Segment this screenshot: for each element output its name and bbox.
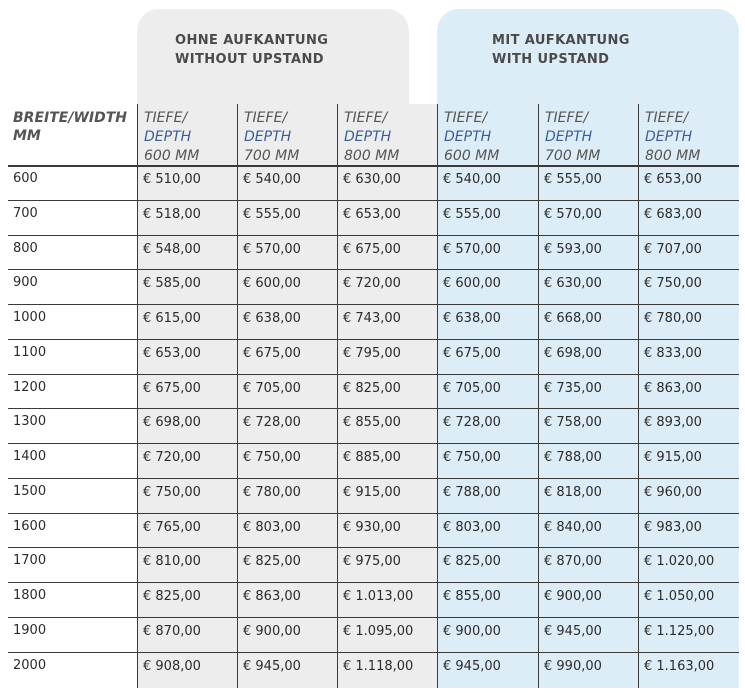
- group-title-de: OHNE AUFKANTUNG: [175, 33, 329, 48]
- price-cell: € 1.020,00: [644, 554, 715, 569]
- row-divider: [8, 513, 739, 514]
- price-cell: € 518,00: [143, 207, 201, 222]
- depth-header-line1: TIEFE/: [144, 110, 188, 126]
- price-cell: € 675,00: [343, 242, 401, 257]
- depth-header-size: 800 MM: [645, 148, 701, 164]
- price-cell: € 900,00: [544, 589, 602, 604]
- row-divider: [8, 652, 739, 653]
- price-cell: € 540,00: [443, 172, 501, 187]
- price-cell: € 540,00: [243, 172, 301, 187]
- price-cell: € 675,00: [143, 381, 201, 396]
- group-header-without-upstand: [137, 9, 409, 119]
- depth-header-size: 600 MM: [144, 148, 200, 164]
- row-width-label: 600: [13, 171, 38, 186]
- row-width-label: 1800: [13, 588, 47, 603]
- depth-header-size: 700 MM: [244, 148, 300, 164]
- price-cell: € 855,00: [443, 589, 501, 604]
- width-header-line2: MM: [13, 128, 41, 144]
- price-cell: € 825,00: [243, 554, 301, 569]
- price-cell: € 975,00: [343, 554, 401, 569]
- price-cell: € 675,00: [443, 346, 501, 361]
- price-cell: € 900,00: [243, 624, 301, 639]
- price-cell: € 780,00: [243, 485, 301, 500]
- price-cell: € 1.125,00: [644, 624, 715, 639]
- price-cell: € 945,00: [243, 659, 301, 674]
- column-divider: [337, 104, 338, 688]
- price-cell: € 675,00: [243, 346, 301, 361]
- row-divider: [8, 374, 739, 375]
- price-cell: € 555,00: [443, 207, 501, 222]
- row-divider: [8, 269, 739, 270]
- price-cell: € 870,00: [143, 624, 201, 639]
- price-cell: € 570,00: [544, 207, 602, 222]
- price-cell: € 720,00: [143, 450, 201, 465]
- price-cell: € 668,00: [544, 311, 602, 326]
- depth-header-line2: DEPTH: [144, 129, 192, 145]
- width-column-header: [13, 109, 127, 145]
- price-cell: € 765,00: [143, 520, 201, 535]
- group-header-with-upstand: [437, 9, 739, 119]
- price-cell: € 593,00: [544, 242, 602, 257]
- depth-header-size: 700 MM: [545, 148, 601, 164]
- price-cell: € 600,00: [443, 276, 501, 291]
- price-cell: € 1.118,00: [343, 659, 414, 674]
- price-cell: € 983,00: [644, 520, 702, 535]
- price-cell: € 863,00: [644, 381, 702, 396]
- price-cell: € 683,00: [644, 207, 702, 222]
- depth-header-line2: DEPTH: [645, 129, 693, 145]
- depth-column-header: [545, 109, 600, 166]
- row-divider: [8, 304, 739, 305]
- row-width-label: 1700: [13, 553, 47, 568]
- price-cell: € 570,00: [443, 242, 501, 257]
- price-cell: € 930,00: [343, 520, 401, 535]
- price-cell: € 720,00: [343, 276, 401, 291]
- price-cell: € 758,00: [544, 415, 602, 430]
- width-header-line1: BREITE/WIDTH: [13, 110, 127, 126]
- row-width-label: 1900: [13, 623, 47, 638]
- price-cell: € 818,00: [544, 485, 602, 500]
- price-cell: € 735,00: [544, 381, 602, 396]
- depth-header-line2: DEPTH: [344, 129, 392, 145]
- depth-header-line2: DEPTH: [244, 129, 292, 145]
- price-cell: € 788,00: [544, 450, 602, 465]
- depth-header-line1: TIEFE/: [344, 110, 388, 126]
- group-title-en: WITHOUT UPSTAND: [175, 52, 324, 67]
- price-cell: € 863,00: [243, 589, 301, 604]
- depth-header-line1: TIEFE/: [444, 110, 488, 126]
- price-cell: € 788,00: [443, 485, 501, 500]
- price-cell: € 780,00: [644, 311, 702, 326]
- price-cell: € 810,00: [143, 554, 201, 569]
- price-cell: € 945,00: [544, 624, 602, 639]
- price-cell: € 638,00: [243, 311, 301, 326]
- price-cell: € 803,00: [443, 520, 501, 535]
- price-cell: € 825,00: [143, 589, 201, 604]
- price-cell: € 548,00: [143, 242, 201, 257]
- price-cell: € 510,00: [143, 172, 201, 187]
- price-cell: € 825,00: [343, 381, 401, 396]
- row-divider: [8, 443, 739, 444]
- price-cell: € 750,00: [143, 485, 201, 500]
- row-divider: [8, 200, 739, 201]
- depth-column-header: [444, 109, 499, 166]
- row-width-label: 1300: [13, 414, 47, 429]
- price-cell: € 653,00: [343, 207, 401, 222]
- price-cell: € 615,00: [143, 311, 201, 326]
- row-divider: [8, 235, 739, 236]
- depth-header-size: 800 MM: [344, 148, 400, 164]
- row-width-label: 800: [13, 241, 38, 256]
- price-cell: € 698,00: [544, 346, 602, 361]
- price-cell: € 638,00: [443, 311, 501, 326]
- depth-header-line2: DEPTH: [545, 129, 593, 145]
- depth-header-line1: TIEFE/: [244, 110, 288, 126]
- price-cell: € 915,00: [644, 450, 702, 465]
- price-cell: € 1.050,00: [644, 589, 715, 604]
- price-cell: € 1.095,00: [343, 624, 414, 639]
- column-divider: [437, 104, 438, 688]
- price-cell: € 750,00: [443, 450, 501, 465]
- row-width-label: 1000: [13, 310, 47, 325]
- header-divider: [8, 165, 739, 167]
- price-cell: € 855,00: [343, 415, 401, 430]
- price-cell: € 840,00: [544, 520, 602, 535]
- row-divider: [8, 617, 739, 618]
- depth-column-header: [244, 109, 299, 166]
- price-cell: € 990,00: [544, 659, 602, 674]
- price-cell: € 945,00: [443, 659, 501, 674]
- depth-column-header: [144, 109, 199, 166]
- price-cell: € 570,00: [243, 242, 301, 257]
- price-cell: € 825,00: [443, 554, 501, 569]
- group-title-en: WITH UPSTAND: [492, 52, 610, 67]
- group-title-de: MIT AUFKANTUNG: [492, 33, 630, 48]
- price-cell: € 728,00: [243, 415, 301, 430]
- row-divider: [8, 478, 739, 479]
- row-width-label: 1600: [13, 519, 47, 534]
- price-cell: € 743,00: [343, 311, 401, 326]
- price-cell: € 908,00: [143, 659, 201, 674]
- depth-column-header: [645, 109, 700, 166]
- price-cell: € 893,00: [644, 415, 702, 430]
- depth-column-header: [344, 109, 399, 166]
- row-width-label: 1400: [13, 449, 47, 464]
- row-width-label: 1200: [13, 380, 47, 395]
- price-cell: € 705,00: [243, 381, 301, 396]
- price-cell: € 900,00: [443, 624, 501, 639]
- price-cell: € 653,00: [644, 172, 702, 187]
- row-divider: [8, 582, 739, 583]
- price-cell: € 728,00: [443, 415, 501, 430]
- row-width-label: 1500: [13, 484, 47, 499]
- row-width-label: 700: [13, 206, 38, 221]
- price-cell: € 630,00: [343, 172, 401, 187]
- price-cell: € 885,00: [343, 450, 401, 465]
- row-width-label: 1100: [13, 345, 47, 360]
- price-cell: € 870,00: [544, 554, 602, 569]
- price-cell: € 585,00: [143, 276, 201, 291]
- column-divider: [538, 104, 539, 688]
- price-cell: € 960,00: [644, 485, 702, 500]
- row-divider: [8, 547, 739, 548]
- column-divider: [137, 104, 138, 688]
- row-width-label: 900: [13, 275, 38, 290]
- depth-header-size: 600 MM: [444, 148, 500, 164]
- column-divider: [237, 104, 238, 688]
- price-cell: € 555,00: [243, 207, 301, 222]
- price-cell: € 707,00: [644, 242, 702, 257]
- price-cell: € 1.163,00: [644, 659, 715, 674]
- price-cell: € 630,00: [544, 276, 602, 291]
- price-cell: € 600,00: [243, 276, 301, 291]
- row-width-label: 2000: [13, 658, 47, 673]
- price-cell: € 653,00: [143, 346, 201, 361]
- price-cell: € 750,00: [243, 450, 301, 465]
- price-cell: € 1.013,00: [343, 589, 414, 604]
- price-cell: € 705,00: [443, 381, 501, 396]
- price-cell: € 750,00: [644, 276, 702, 291]
- price-cell: € 555,00: [544, 172, 602, 187]
- row-divider: [8, 408, 739, 409]
- depth-header-line1: TIEFE/: [645, 110, 689, 126]
- depth-header-line2: DEPTH: [444, 129, 492, 145]
- price-cell: € 698,00: [143, 415, 201, 430]
- depth-header-line1: TIEFE/: [545, 110, 589, 126]
- price-cell: € 833,00: [644, 346, 702, 361]
- price-cell: € 915,00: [343, 485, 401, 500]
- price-cell: € 803,00: [243, 520, 301, 535]
- column-divider: [638, 104, 639, 688]
- price-cell: € 795,00: [343, 346, 401, 361]
- row-divider: [8, 339, 739, 340]
